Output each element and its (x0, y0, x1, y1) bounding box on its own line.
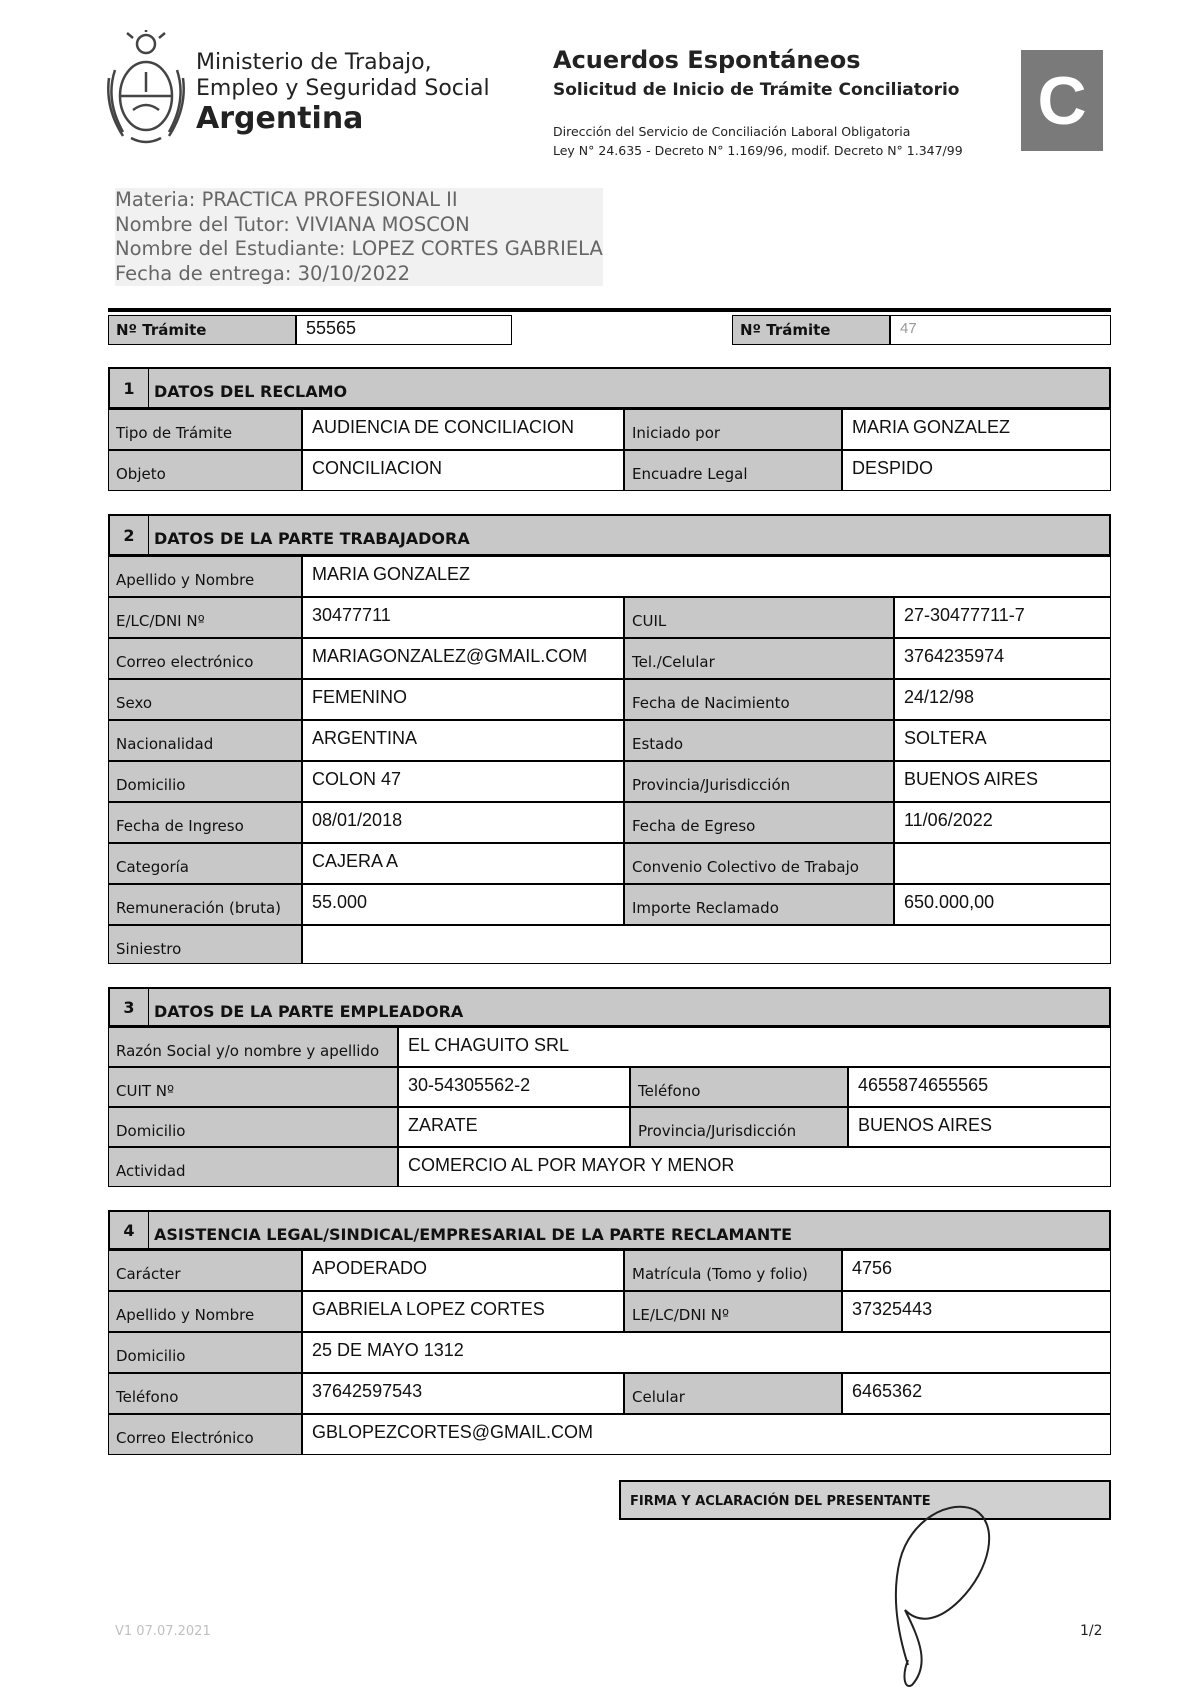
trabajador-nacimiento-label: Fecha de Nacimiento (624, 679, 894, 720)
trabajador-nombre-field[interactable]: MARIA GONZALEZ (302, 556, 1111, 597)
coat-of-arms-icon (103, 30, 189, 148)
asistencia-dni-field[interactable]: 37325443 (842, 1291, 1111, 1332)
objeto-field[interactable]: CONCILIACION (302, 450, 624, 491)
section-1-title: DATOS DEL RECLAMO (154, 382, 348, 401)
encuadre-legal-label: Encuadre Legal (624, 450, 842, 491)
form-direction (553, 122, 963, 160)
empleador-cuit-label: CUIT Nº (108, 1067, 398, 1107)
trabajador-convenio-field[interactable] (894, 843, 1111, 884)
empleador-provincia-label: Provincia/Jurisdicción (630, 1107, 848, 1147)
trabajador-correo-field[interactable]: MARIAGONZALEZ@GMAIL.COM (302, 638, 624, 679)
asistencia-caracter-field[interactable]: APODERADO (302, 1250, 624, 1291)
trabajador-siniestro-label: Siniestro (108, 925, 302, 964)
law-text: Ley N° 24.635 - Decreto N° 1.169/96, modif. Decreto N° 1.347/99 (553, 143, 963, 158)
trabajador-nacionalidad-field[interactable]: ARGENTINA (302, 720, 624, 761)
footer-version: V1 07.07.2021 (115, 1624, 211, 1639)
trabajador-remuneracion-label: Remuneración (bruta) (108, 884, 302, 925)
ministry-line1: Ministerio de Trabajo, (196, 50, 432, 75)
trabajador-domicilio-field[interactable]: COLON 47 (302, 761, 624, 802)
ministry-name (196, 50, 490, 136)
trabajador-remuneracion-field[interactable]: 55.000 (302, 884, 624, 925)
ministry-country: Argentina (196, 101, 364, 136)
section-1-header (108, 367, 1111, 409)
student-materia: Materia: PRACTICA PROFESIONAL II (115, 188, 458, 211)
trabajador-importe-field[interactable]: 650.000,00 (894, 884, 1111, 925)
trabajador-provincia-label: Provincia/Jurisdicción (624, 761, 894, 802)
trabajador-egreso-label: Fecha de Egreso (624, 802, 894, 843)
empleador-razon-label: Razón Social y/o nombre y apellido (108, 1027, 398, 1067)
asistencia-tel-label: Teléfono (108, 1373, 302, 1414)
empleador-domicilio-label: Domicilio (108, 1107, 398, 1147)
trabajador-egreso-field[interactable]: 11/06/2022 (894, 802, 1111, 843)
trabajador-estado-label: Estado (624, 720, 894, 761)
trabajador-provincia-field[interactable]: BUENOS AIRES (894, 761, 1111, 802)
objeto-label: Objeto (108, 450, 302, 491)
trabajador-correo-label: Correo electrónico (108, 638, 302, 679)
asistencia-celular-field[interactable]: 6465362 (842, 1373, 1111, 1414)
section-3-number: 3 (110, 989, 149, 1025)
asistencia-domicilio-field[interactable]: 25 DE MAYO 1312 (302, 1332, 1111, 1373)
section-4-number: 4 (110, 1212, 149, 1248)
section-1-number: 1 (110, 369, 149, 407)
tramite-label-1: Nº Trámite (108, 315, 296, 345)
asistencia-dni-label: LE/LC/DNI Nº (624, 1291, 842, 1332)
trabajador-nombre-label: Apellido y Nombre (108, 556, 302, 597)
trabajador-nacionalidad-label: Nacionalidad (108, 720, 302, 761)
trabajador-estado-field[interactable]: SOLTERA (894, 720, 1111, 761)
signature-box: FIRMA Y ACLARACIÓN DEL PRESENTANTE (619, 1480, 1111, 1520)
section-2-title: DATOS DE LA PARTE TRABAJADORA (154, 529, 470, 548)
section-3-title: DATOS DE LA PARTE EMPLEADORA (154, 1002, 464, 1021)
encuadre-legal-field[interactable]: DESPIDO (842, 450, 1111, 491)
tramite-input-1[interactable]: 55565 (296, 315, 512, 345)
empleador-actividad-label: Actividad (108, 1147, 398, 1187)
trabajador-ingreso-label: Fecha de Ingreso (108, 802, 302, 843)
asistencia-caracter-label: Carácter (108, 1250, 302, 1291)
empleador-cuit-field[interactable]: 30-54305562-2 (398, 1067, 630, 1107)
form-letter-badge: C (1021, 50, 1103, 151)
trabajador-convenio-label: Convenio Colectivo de Trabajo (624, 843, 894, 884)
section-2-number: 2 (110, 516, 149, 554)
asistencia-correo-field[interactable]: GBLOPEZCORTES@GMAIL.COM (302, 1414, 1111, 1455)
trabajador-categoria-label: Categoría (108, 843, 302, 884)
tipo-tramite-field[interactable]: AUDIENCIA DE CONCILIACION (302, 409, 624, 450)
empleador-provincia-field[interactable]: BUENOS AIRES (848, 1107, 1111, 1147)
empleador-tel-label: Teléfono (630, 1067, 848, 1107)
trabajador-nacimiento-field[interactable]: 24/12/98 (894, 679, 1111, 720)
trabajador-sexo-label: Sexo (108, 679, 302, 720)
trabajador-tel-field[interactable]: 3764235974 (894, 638, 1111, 679)
asistencia-domicilio-label: Domicilio (108, 1332, 302, 1373)
handwritten-signature (860, 1490, 1020, 1690)
section-2-header (108, 514, 1111, 556)
asistencia-matricula-label: Matrícula (Tomo y folio) (624, 1250, 842, 1291)
ministry-line2: Empleo y Seguridad Social (196, 76, 490, 101)
student-name: Nombre del Estudiante: LOPEZ CORTES GABRIELA (115, 237, 603, 260)
trabajador-siniestro-field[interactable] (302, 925, 1111, 964)
trabajador-categoria-field[interactable]: CAJERA A (302, 843, 624, 884)
asistencia-matricula-field[interactable]: 4756 (842, 1250, 1111, 1291)
trabajador-tel-label: Tel./Celular (624, 638, 894, 679)
trabajador-dni-field[interactable]: 30477711 (302, 597, 624, 638)
tramite-label-2: Nº Trámite (732, 315, 890, 345)
empleador-razon-field[interactable]: EL CHAGUITO SRL (398, 1027, 1111, 1067)
footer-page-number: 1/2 (1080, 1623, 1103, 1639)
section-4-header (108, 1210, 1111, 1250)
tipo-tramite-label: Tipo de Trámite (108, 409, 302, 450)
asistencia-correo-label: Correo Electrónico (108, 1414, 302, 1455)
asistencia-nombre-label: Apellido y Nombre (108, 1291, 302, 1332)
asistencia-tel-field[interactable]: 37642597543 (302, 1373, 624, 1414)
tramite-input-2[interactable]: 47 (890, 315, 1111, 345)
trabajador-ingreso-field[interactable]: 08/01/2018 (302, 802, 624, 843)
empleador-domicilio-field[interactable]: ZARATE (398, 1107, 630, 1147)
asistencia-celular-label: Celular (624, 1373, 842, 1414)
trabajador-cuil-label: CUIL (624, 597, 894, 638)
form-subtitle: Solicitud de Inicio de Trámite Conciliatorio (553, 80, 960, 100)
asistencia-nombre-field[interactable]: GABRIELA LOPEZ CORTES (302, 1291, 624, 1332)
direction-text: Dirección del Servicio de Conciliación Laboral Obligatoria (553, 124, 911, 139)
trabajador-cuil-field[interactable]: 27-30477711-7 (894, 597, 1111, 638)
trabajador-importe-label: Importe Reclamado (624, 884, 894, 925)
student-date: Fecha de entrega: 30/10/2022 (115, 261, 411, 285)
trabajador-dni-label: E/LC/DNI Nº (108, 597, 302, 638)
trabajador-sexo-field[interactable]: FEMENINO (302, 679, 624, 720)
empleador-actividad-field[interactable]: COMERCIO AL POR MAYOR Y MENOR (398, 1147, 1111, 1187)
iniciado-por-field[interactable]: MARIA GONZALEZ (842, 409, 1111, 450)
form-title: Acuerdos Espontáneos (553, 46, 861, 74)
section-3-header (108, 987, 1111, 1027)
student-info (115, 188, 603, 286)
empleador-tel-field[interactable]: 4655874655565 (848, 1067, 1111, 1107)
header-rule (108, 308, 1111, 312)
student-tutor: Nombre del Tutor: VIVIANA MOSCON (115, 212, 470, 236)
trabajador-domicilio-label: Domicilio (108, 761, 302, 802)
iniciado-por-label: Iniciado por (624, 409, 842, 450)
section-4-title: ASISTENCIA LEGAL/SINDICAL/EMPRESARIAL DE LA PARTE RECLAMANTE (154, 1225, 793, 1244)
